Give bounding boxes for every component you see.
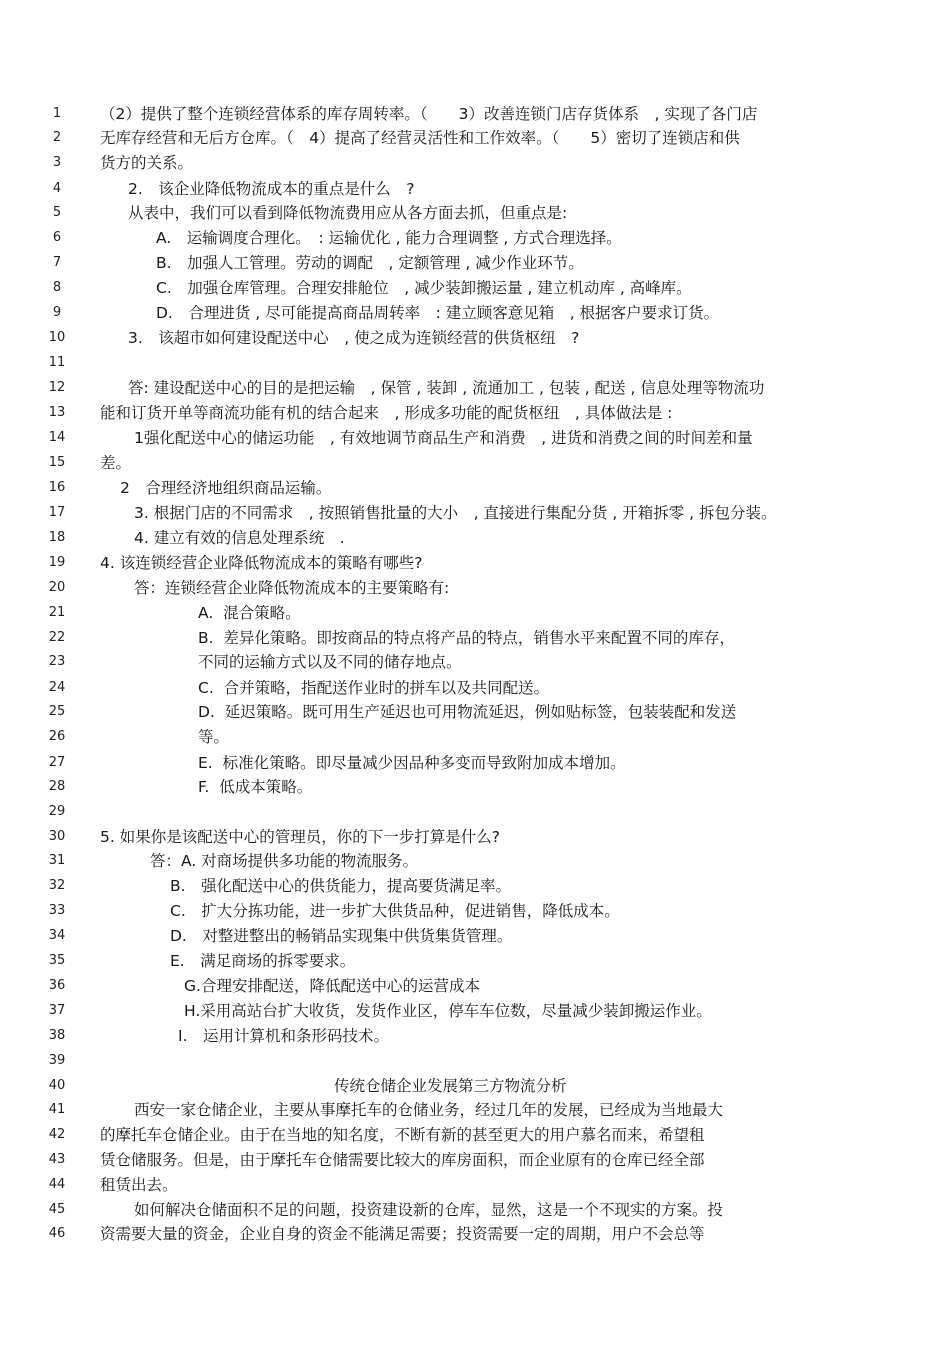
line-number: 25 bbox=[48, 704, 66, 719]
line-number: 11 bbox=[48, 355, 66, 370]
line-number: 2 bbox=[52, 130, 62, 145]
line-number: 38 bbox=[48, 1028, 66, 1043]
line-text: （2）提供了整个连锁经营体系的库存周转率。（ 3）改善连锁门店存货体系 , 实现了各门店 bbox=[100, 105, 758, 123]
text-line bbox=[0, 1074, 950, 1098]
line-text: 答: 建设配送中心的目的是把运输 , 保管 , 装卸 , 流通加工 , 包装 , 配送 , 信息处理等物流功 bbox=[128, 379, 765, 397]
text-line bbox=[0, 899, 950, 923]
line-number: 35 bbox=[48, 953, 66, 968]
line-text: 4. 建立有效的信息处理系统 . bbox=[134, 529, 345, 547]
text-line bbox=[0, 476, 950, 500]
line-text: 西安一家仓储企业，主要从事摩托车的仓储业务，经过几年的发展，已经成为当地最大 bbox=[134, 1101, 724, 1119]
line-text: 赁仓储服务。但是，由于摩托车仓储需要比较大的库房面积，而企业原有的仓库已经全部 bbox=[100, 1151, 705, 1169]
text-line bbox=[0, 126, 950, 150]
line-text: 5. 如果你是该配送中心的管理员，你的下一步打算是什么? bbox=[100, 828, 500, 846]
line-number: 45 bbox=[48, 1202, 66, 1217]
text-line bbox=[0, 725, 950, 749]
line-text: 等。 bbox=[198, 728, 230, 746]
text-line bbox=[0, 151, 950, 175]
line-number: 39 bbox=[48, 1053, 66, 1068]
line-text: 如何解决仓储面积不足的问题，投资建设新的仓库，显然，这是一个不现实的方案。投 bbox=[134, 1201, 724, 1219]
text-line bbox=[0, 626, 950, 650]
line-number: 26 bbox=[48, 729, 66, 744]
line-text: A. 运输调度合理化。 : 运输优化 , 能力合理调整 , 方式合理选择。 bbox=[156, 229, 622, 247]
line-text: 不同的运输方式以及不同的储存地点。 bbox=[198, 653, 462, 671]
document-section-title: 传统仓储企业发展第三方物流分析 bbox=[334, 1077, 567, 1095]
line-number: 37 bbox=[48, 1003, 66, 1018]
text-line bbox=[0, 999, 950, 1023]
line-text: 货方的关系。 bbox=[100, 154, 194, 172]
line-text: 能和订货开单等商流功能有机的结合起来 , 形成多功能的配货枢纽 , 具体做法是 : bbox=[100, 404, 673, 422]
line-number: 34 bbox=[48, 928, 66, 943]
text-line bbox=[0, 825, 950, 849]
line-text: 答：连锁经营企业降低物流成本的主要策略有: bbox=[134, 579, 450, 597]
line-number: 16 bbox=[48, 480, 66, 495]
text-line bbox=[0, 1024, 950, 1048]
line-number: 12 bbox=[48, 380, 66, 395]
text-line bbox=[0, 1173, 950, 1197]
text-line bbox=[0, 924, 950, 948]
line-text: 3. 根据门店的不同需求 , 按照销售批量的大小 , 直接进行集配分货 , 开箱拆零 , 拆包分装。 bbox=[134, 504, 777, 522]
text-line bbox=[0, 700, 950, 724]
text-line bbox=[0, 226, 950, 250]
line-number: 1 bbox=[52, 106, 62, 121]
line-number: 3 bbox=[52, 155, 62, 170]
line-number: 28 bbox=[48, 779, 66, 794]
line-text: C. 扩大分拣功能，进一步扩大供货品种，促进销售，降低成本。 bbox=[170, 902, 620, 920]
line-number: 42 bbox=[48, 1127, 66, 1142]
line-text: C. 加强仓库管理。合理安排舱位 , 减少装卸搬运量 , 建立机动库 , 高峰库。 bbox=[156, 279, 692, 297]
line-text: 2 合理经济地组织商品运输。 bbox=[120, 479, 332, 497]
line-text: 4. 该连锁经营企业降低物流成本的策略有哪些? bbox=[100, 554, 423, 572]
text-line bbox=[0, 601, 950, 625]
text-line bbox=[0, 676, 950, 700]
line-number: 40 bbox=[48, 1078, 66, 1093]
line-number: 8 bbox=[52, 280, 62, 295]
text-line bbox=[0, 401, 950, 425]
line-text: 1强化配送中心的储运功能 , 有效地调节商品生产和消费 , 进货和消费之间的时间差和量 bbox=[134, 429, 753, 447]
line-text: C. 合并策略，指配送作业时的拼车以及共同配送。 bbox=[198, 679, 550, 697]
line-text: 差。 bbox=[100, 454, 132, 472]
text-line bbox=[0, 426, 950, 450]
text-line bbox=[0, 1098, 950, 1122]
line-number: 24 bbox=[48, 680, 66, 695]
line-number: 30 bbox=[48, 829, 66, 844]
text-line bbox=[0, 526, 950, 550]
line-text: H.采用高站台扩大收货，发货作业区，停车车位数，尽量减少装卸搬运作业。 bbox=[184, 1002, 712, 1020]
line-number: 29 bbox=[48, 804, 66, 819]
line-text: E. 标准化策略。即尽量减少因品种多变而导致附加成本增加。 bbox=[198, 754, 626, 772]
text-line bbox=[0, 1198, 950, 1222]
line-number: 32 bbox=[48, 878, 66, 893]
line-number: 15 bbox=[48, 455, 66, 470]
line-text: 3. 该超市如何建设配送中心 , 使之成为连锁经营的供货枢纽 ? bbox=[128, 329, 580, 347]
line-number: 33 bbox=[48, 903, 66, 918]
text-line bbox=[0, 177, 950, 201]
text-line bbox=[0, 1148, 950, 1172]
line-text: 资需要大量的资金，企业自身的资金不能满足需要；投资需要一定的周期，用户不会总等 bbox=[100, 1225, 705, 1243]
line-text: B. 强化配送中心的供货能力，提高要货满足率。 bbox=[170, 877, 512, 895]
text-line bbox=[0, 775, 950, 799]
line-number: 18 bbox=[48, 530, 66, 545]
line-number: 21 bbox=[48, 605, 66, 620]
text-line bbox=[0, 501, 950, 525]
line-number: 17 bbox=[48, 505, 66, 520]
text-line bbox=[0, 1049, 950, 1073]
line-number: 20 bbox=[48, 580, 66, 595]
line-number: 14 bbox=[48, 430, 66, 445]
line-text: F. 低成本策略。 bbox=[198, 778, 313, 796]
line-number: 36 bbox=[48, 978, 66, 993]
line-text: B. 差异化策略。即按商品的特点将产品的特点，销售水平来配置不同的库存， bbox=[198, 629, 735, 647]
text-line bbox=[0, 849, 950, 873]
text-line bbox=[0, 551, 950, 575]
line-text: 2. 该企业降低物流成本的重点是什么 ? bbox=[128, 180, 415, 198]
line-text: D. 延迟策略。既可用生产延迟也可用物流延迟，例如贴标签，包装装配和发送 bbox=[198, 703, 737, 721]
line-number: 19 bbox=[48, 555, 66, 570]
line-text: I. 运用计算机和条形码技术。 bbox=[178, 1027, 389, 1045]
text-line bbox=[0, 451, 950, 475]
line-text: 答：A. 对商场提供多功能的物流服务。 bbox=[150, 852, 419, 870]
text-line bbox=[0, 751, 950, 775]
text-line bbox=[0, 576, 950, 600]
line-text: A. 混合策略。 bbox=[198, 604, 301, 622]
line-number: 44 bbox=[48, 1177, 66, 1192]
text-line bbox=[0, 974, 950, 998]
line-number: 27 bbox=[48, 755, 66, 770]
line-number: 23 bbox=[48, 654, 66, 669]
line-number: 6 bbox=[52, 230, 62, 245]
text-line bbox=[0, 351, 950, 375]
line-number: 13 bbox=[48, 405, 66, 420]
text-line bbox=[0, 800, 950, 824]
line-number: 10 bbox=[48, 330, 66, 345]
line-text: E. 满足商场的拆零要求。 bbox=[170, 952, 356, 970]
line-number: 22 bbox=[48, 630, 66, 645]
line-number: 9 bbox=[52, 305, 62, 320]
text-line bbox=[0, 201, 950, 225]
text-line bbox=[0, 301, 950, 325]
line-number: 31 bbox=[48, 853, 66, 868]
text-line bbox=[0, 276, 950, 300]
line-text: B. 加强人工管理。劳动的调配 , 定额管理 , 减少作业环节。 bbox=[156, 254, 584, 272]
line-number: 7 bbox=[52, 255, 62, 270]
text-line bbox=[0, 949, 950, 973]
line-number: 46 bbox=[48, 1226, 66, 1241]
text-line bbox=[0, 650, 950, 674]
line-text: 无库存经营和无后方仓库。（ 4）提高了经营灵活性和工作效率。（ 5）密切了连锁店和供 bbox=[100, 129, 740, 147]
text-line bbox=[0, 874, 950, 898]
text-line bbox=[0, 251, 950, 275]
line-number: 43 bbox=[48, 1152, 66, 1167]
line-text: D. 合理进货 , 尽可能提高商品周转率 : 建立顾客意见箱 , 根据客户要求订货。 bbox=[156, 304, 720, 322]
line-number: 5 bbox=[52, 205, 62, 220]
line-text: D. 对整进整出的畅销品实现集中供货集货管理。 bbox=[170, 927, 513, 945]
text-line bbox=[0, 376, 950, 400]
line-text: G.合理安排配送，降低配送中心的运营成本 bbox=[184, 977, 480, 995]
line-text: 从表中，我们可以看到降低物流费用应从各方面去抓，但重点是: bbox=[128, 204, 568, 222]
line-number: 41 bbox=[48, 1102, 66, 1117]
line-text: 租赁出去。 bbox=[100, 1176, 178, 1194]
line-number: 4 bbox=[52, 181, 62, 196]
text-line bbox=[0, 102, 950, 126]
line-text: 的摩托车仓储企业。由于在当地的知名度，不断有新的甚至更大的用户慕名而来，希望租 bbox=[100, 1126, 705, 1144]
text-line bbox=[0, 1222, 950, 1246]
text-line bbox=[0, 1123, 950, 1147]
text-line bbox=[0, 326, 950, 350]
